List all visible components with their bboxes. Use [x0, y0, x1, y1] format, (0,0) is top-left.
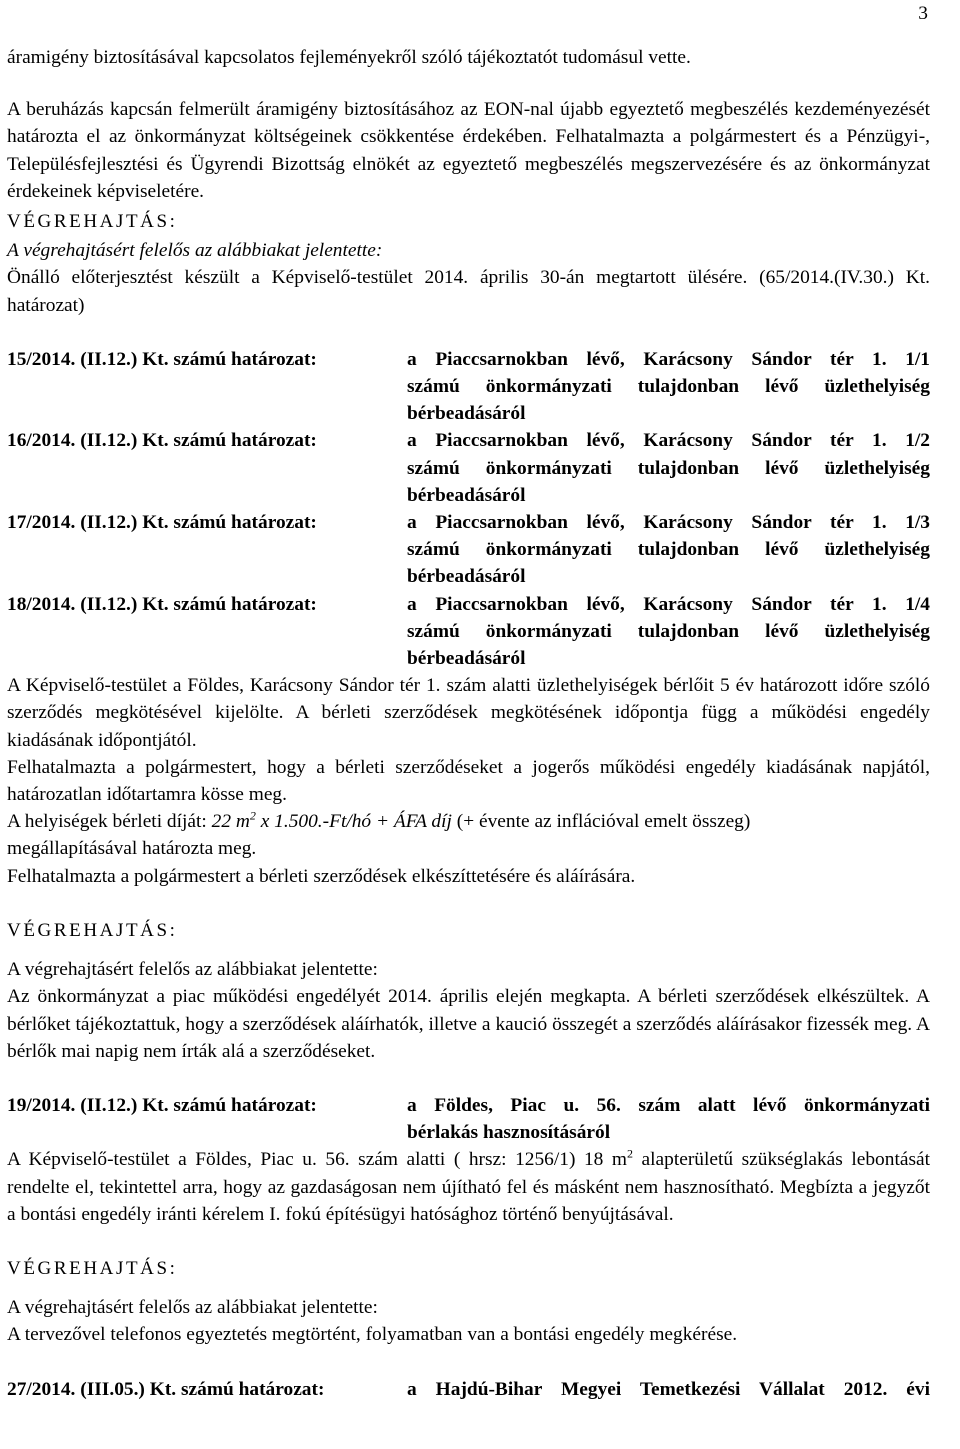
resolution-title: a Piaccsarnokban lévő, Karácsony Sándor tér 1. 1/1 számú önkormányzati tulajdonban lévő üzlethelyiség bérbeadásáról — [407, 348, 930, 425]
resolution-number: 27/2014. (III.05.) Kt. számú határozat: — [7, 1378, 325, 1400]
resolution-number: 18/2014. (II.12.) Kt. számú határozat: — [7, 593, 317, 615]
lease-paragraph-4: Felhatalmazta a polgármestert a bérleti szerződések elkészíttetésére és aláírására. — [7, 865, 636, 887]
resolution-27 — [7, 1376, 930, 1403]
vegrehajtas-heading-3: VÉGREHAJTÁS: — [7, 1257, 178, 1279]
resolution-17 — [7, 509, 930, 591]
resolution-19 — [7, 1092, 930, 1146]
resolution-title: a Piaccsarnokban lévő, Karácsony Sándor tér 1. 1/2 számú önkormányzati tulajdonban lévő üzlethelyiség bérbeadásáról — [407, 430, 930, 506]
resolution-title: a Piaccsarnokban lévő, Karácsony Sándor tér 1. 1/3 számú önkormányzati tulajdonban lévő üzlethelyiség bérbeadásáról — [407, 512, 930, 588]
vegrehajtas-responsible-3: A végrehajtásért felelős az alábbiakat jelentette: — [7, 1297, 378, 1319]
intro-line: áramigény biztosításával kapcsolatos fejleményekről szóló tájékoztatót tudomásul vette. — [7, 47, 691, 68]
vegrehajtas-heading-2: VÉGREHAJTÁS: — [7, 919, 178, 941]
lease-paragraph-2: Felhatalmazta a polgármestert, hogy a bérleti szerződéseket a jogerős működési engedély kiadásának napjától, határozatlan időtartamra kösse meg. — [7, 756, 930, 806]
lease-paragraph-3-end: megállapításával határozta meg. — [7, 838, 257, 860]
resolution-16 — [7, 427, 930, 509]
vegrehajtas-text-3: A tervezővel telefonos egyeztetés megtörtént, folyamatban van a bontási engedély megkérése. — [7, 1324, 738, 1346]
resolution-number: 16/2014. (II.12.) Kt. számú határozat: — [7, 430, 317, 452]
resolution-title: a Földes, Piac u. 56. szám alatt lévő önkormányzati bérlakás hasznosításáról — [407, 1094, 930, 1144]
vegrehajtas-text-1: Önálló előterjesztést készült a Képviselő-testület 2014. április 30-án megtartott ülésére. (65/2014.(IV.30.) Kt. határozat) — [7, 267, 930, 316]
resolution-15 — [7, 346, 930, 428]
page-number: 3 — [918, 3, 928, 24]
resolution-number: 19/2014. (II.12.) Kt. számú határozat: — [7, 1094, 317, 1116]
lease-paragraph-3: A helyiségek bérleti díját: 22 $m^2$ x 1.500.-Ft/hó + ÁFA díj (+ évente az inflációval emelt összeg) — [7, 808, 751, 833]
lease-fee: 22 $m^2$ x 1.500.-Ft/hó + ÁFA díj — [211, 808, 452, 833]
vegrehajtas-text-2: Az önkormányzat a piac működési engedélyét 2014. április elején megkapta. A bérleti szerződések elkészültek. A bérlőket tájékoztattuk, hogy a szerződések aláírhatók, illetve a kaució összegét a szerződés aláírásakor fizessék meg. A bérlők mai napig nem írták alá a szerződéseket. — [7, 986, 930, 1062]
res19-text: A Képviselő-testület a Földes, Piac u. 56. szám alatti ( hrsz: 1256/1) 18 $m^2$ alapterületű szükséglakás lebontását rendelte el, tekintettel arra, hogy az gazdaságosan nem újítható fel és másként nem hasznosítható. Megbízta a jegyzőt a bontási engedély iránti kérelem I. fokú építésügyi hatósághoz történő benyújtásával. — [7, 1146, 930, 1225]
resolution-number: 15/2014. (II.12.) Kt. számú határozat: — [7, 348, 317, 370]
vegrehajtas-responsible-2: A végrehajtásért felelős az alábbiakat jelentette: — [7, 959, 378, 981]
resolution-18 — [7, 591, 930, 673]
resolution-title: a Piaccsarnokban lévő, Karácsony Sándor tér 1. 1/4 számú önkormányzati tulajdonban lévő üzlethelyiség bérbeadásáról — [407, 593, 930, 670]
intro-paragraph: A beruházás kapcsán felmerült áramigény biztosításához az EON-nal újabb egyeztető megbeszélés kezdeményezését határozta el az önkormányzat költségeinek csökkentése érdekében. Felhatalmazta a polgármestert és a Pénzügyi-, Településfejlesztési és Ügyrendi Bizottság elnökét az egyeztető megbeszélés megszervezésére és az önkormányzat érdekeinek képviseletére. — [7, 99, 930, 202]
vegrehajtas-heading-1: VÉGREHAJTÁS: — [7, 211, 178, 233]
vegrehajtas-responsible-1: A végrehajtásért felelős az alábbiakat jelentette: — [7, 240, 383, 262]
lease-paragraph-1: A Képviselő-testület a Földes, Karácsony Sándor tér 1. szám alatti üzlethelyiségek bérlőit 5 év határozott időre szóló szerződés megkötésével kijelölte. A bérleti szerződések megkötésének időpontja függ a működési engedély kiadásának időpontjától. — [7, 675, 930, 751]
resolution-title: a Hajdú-Bihar Megyei Temetkezési Vállalat 2012. évi — [407, 1378, 930, 1400]
resolution-number: 17/2014. (II.12.) Kt. számú határozat: — [7, 512, 317, 534]
